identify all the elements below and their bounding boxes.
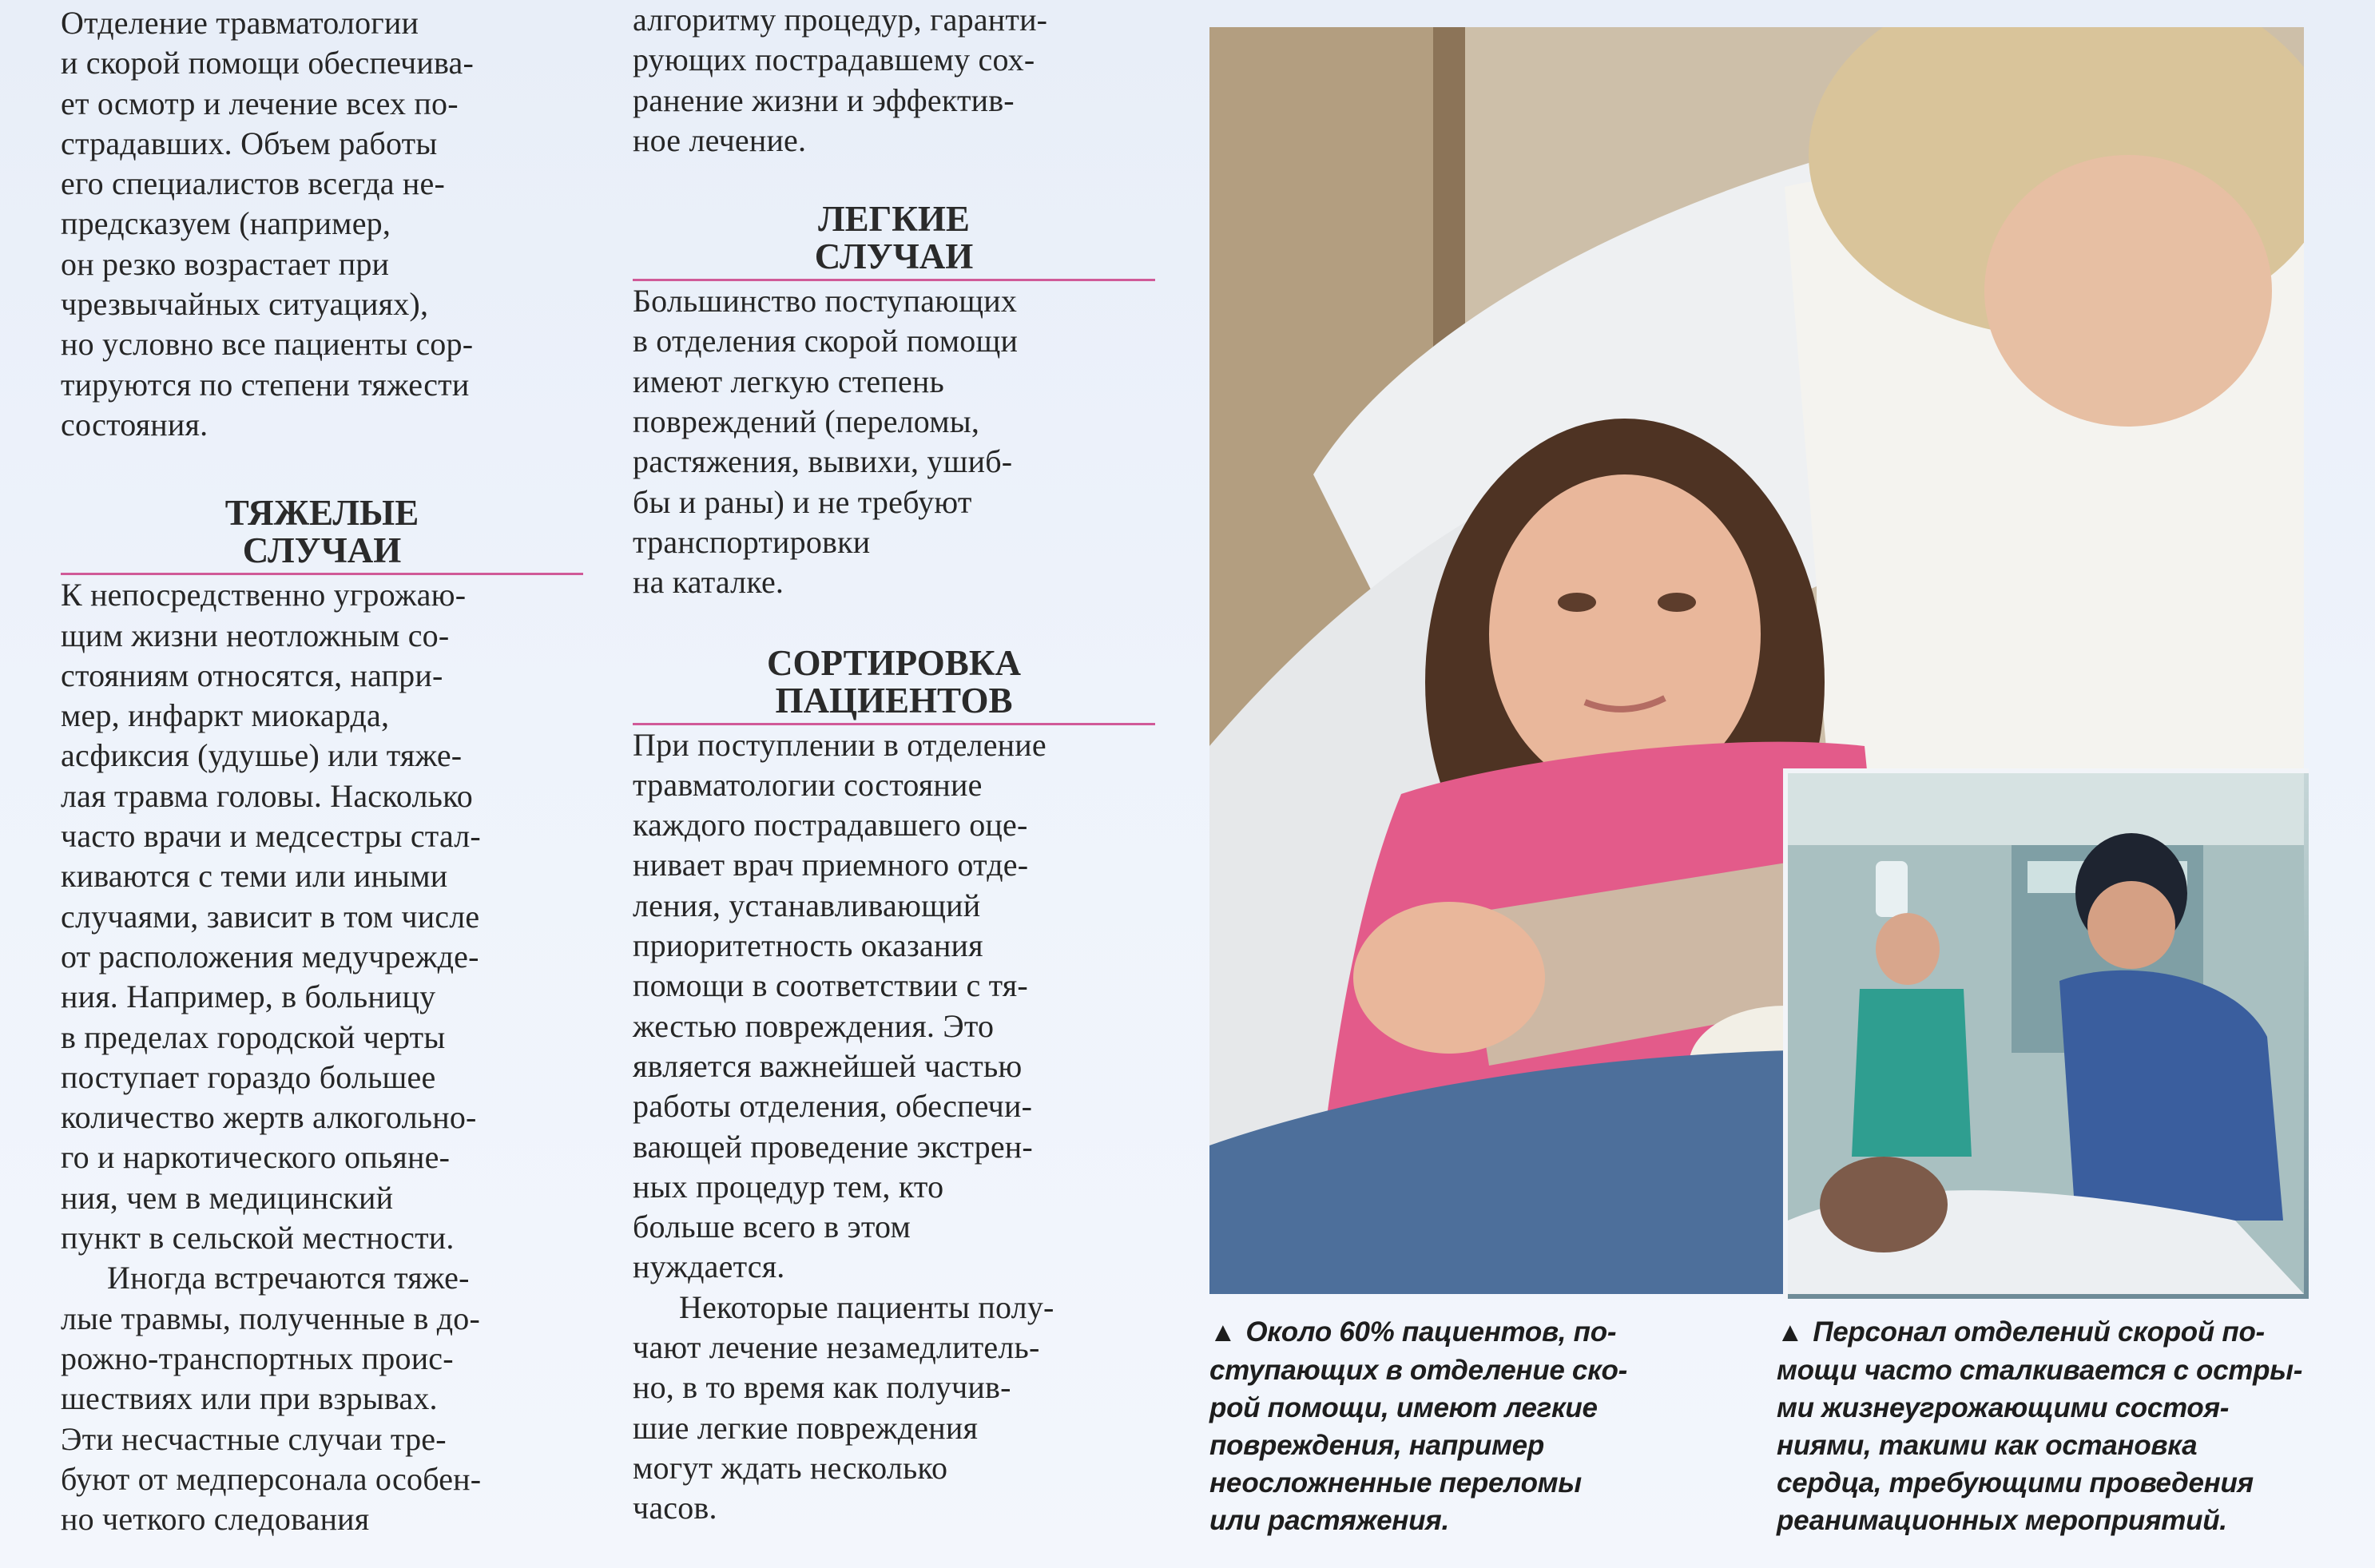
continuation-paragraph: алгоритму процедур, гаранти- рующих пострадавшему сох- ранение жизни и эффектив- ное лечение. [633,2,1048,158]
triage-paragraph-2: Некоторые пациенты полу- чают лечение незамедлитель- но, в то время как получив- шие легкие повреждения могут ждать несколько часов. [633,1288,1054,1526]
caption-left-text: Около 60% пациентов, по- ступающих в отделение ско- рой помощи, имеют легкие повреждения, например неосложненные переломы или растяжения. [1209,1316,1627,1536]
light-cases-paragraph: Большинство поступающих в отделения скорой помощи имеют легкую степень повреждений (переломы, растяжения, вывихи, ушиб- бы и раны) и не требуют транспортировки на каталке. [633,283,1019,601]
photo-emergency-staff [1783,768,2309,1299]
caption-right [1777,1313,2336,1539]
triage-paragraph: При поступлении в отделение травматологии состояние каждого пострадавшего оце- нивает врач приемного отде- ления, устанавливающий приоритетность оказания помощи в соответствии с тя- жестью повреждения. Это является важнейшей частью работы отделения, обеспечи- вающей проведение экстрен- ных процедур тем, кто больше всего в этом нуждается. [633,726,1047,1285]
photo-inset-illustration [1788,773,2304,1294]
triangle-up-icon: ▲ [1777,1317,1804,1348]
severe-cases-paragraph-2: Иногда встречаются тяже- лые травмы, полученные в до- рожно-транспортных проис- шествиях или при взрывах. Эти несчастные случаи тре- буют от медперсонала особен- но четкого следования [61,1260,482,1538]
text-column-left [61,0,588,1539]
caption-right-text: Персонал отделений скорой по- мощи часто сталкивается с остры- ми жизнеугрожающими состоя- ниями, такими как остановка сердца, требующими проведения реанимационных мероприятий. [1777,1316,2303,1536]
severe-cases-paragraph: К непосредственно угрожаю- щим жизни неотложным со- стояниям относятся, напри- мер, инфаркт миокарда, асфиксия (удушье) или тяже- лая травма головы. Насколько часто врачи и медсестры стал- киваются с теми или иными случаями, зависит в том числе от расположения медучрежде- ния. Например, в больницу в пределах городской черты поступает гораздо большее количество жертв алкогольно- го и наркотического опьяне- ния, чем в медицинский пункт в сельской местности. [61,577,481,1256]
text-column-middle [633,0,1160,1529]
heading-severe-cases: ТЯЖЕЛЫЕ СЛУЧАИ [61,494,583,575]
heading-patient-triage: СОРТИРОВКА ПАЦИЕНТОВ [633,645,1155,725]
caption-left [1209,1313,1761,1539]
triangle-up-icon: ▲ [1209,1317,1237,1348]
heading-light-cases: ЛЕГКИЕ СЛУЧАИ [633,200,1155,281]
intro-paragraph: Отделение травматологии и скорой помощи обеспечива- ет осмотр и лечение всех по- страдавших. Объем работы его специалистов всегда не- предсказуем (например, он резко возрастает при чрезвычайных ситуациях), но условно все пациенты сор- тируются по степени тяжести состояния. [61,5,474,443]
